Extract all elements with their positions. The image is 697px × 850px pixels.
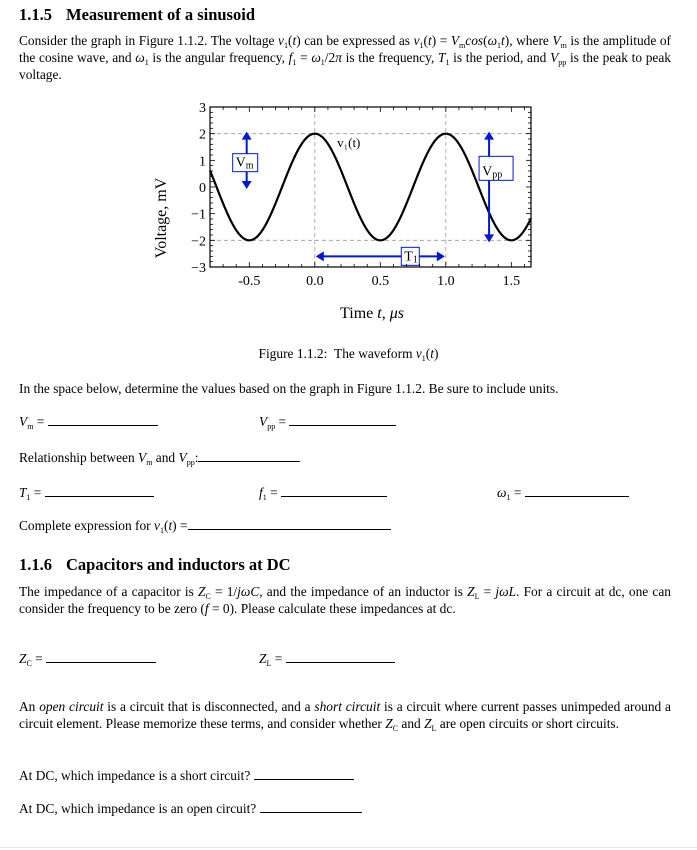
section-heading-1 [19, 5, 255, 25]
intro-paragraph: Consider the graph in Figure 1.1.2. The voltage $v_1(t)$ can be expressed as $v_1(t) = V_m\cos(\omega_1t)$, where $V_m$ is the amplitude of the cosine wave, and $\omega_1$ is the angular frequency, $f_1 = \omega_1/2\pi$ is the frequency, $T_1$ is the period, and $V_{pp}$ is the peak to peak voltage. [19, 33, 671, 82]
arrow-head [316, 251, 324, 261]
x-tick-label: 0.5 [371, 274, 390, 289]
waveform-curve [210, 134, 531, 241]
arrow-head [484, 234, 494, 242]
vm-label: Vm [235, 155, 254, 172]
x-tick-label: 1.5 [502, 274, 521, 289]
section-title-2: Capacitors and inductors at DC [66, 555, 291, 574]
relationship-label: Relationship between [19, 450, 135, 465]
f1-answer-row: $f_1$ = [259, 484, 387, 501]
curve-layer [210, 134, 531, 241]
chart-grid [210, 107, 531, 267]
arrow-head [242, 132, 252, 140]
curve-label: v₁(t) [337, 135, 361, 150]
x-tick-label: 0.0 [306, 274, 324, 289]
arrow-head [484, 132, 494, 140]
open-answer-blank[interactable] [260, 800, 362, 813]
expression-label: Complete expression for [19, 518, 151, 533]
figure-caption: Figure 1.1.2: The waveform $v_1(t)$ [258, 346, 439, 363]
annotation-layer [233, 132, 513, 266]
and-word: and [155, 450, 176, 465]
x-axis-label: Time t, μs [340, 305, 404, 322]
x-tick-label: 1.0 [437, 274, 455, 289]
t1-answer-blank[interactable] [45, 484, 154, 497]
y-tick-label: 2 [199, 127, 206, 143]
zl-answer-row: $Z_L$ = [259, 650, 395, 667]
tick-labels [191, 101, 520, 289]
short-question: At DC, which impedance is a short circuit? [19, 768, 251, 783]
page-divider [0, 847, 697, 848]
y-tick-label: 0 [199, 181, 206, 196]
instructions: In the space below, determine the values based on the graph in Figure 1.1.2. Be sure to include units. [19, 381, 559, 396]
expression-blank[interactable] [188, 517, 391, 530]
y-tick-label: 1 [199, 154, 206, 170]
section-heading-2 [19, 555, 291, 575]
vpp-answer-row: $V_{pp}$ = [259, 413, 396, 430]
vpp-label: Vpp [482, 164, 503, 181]
vm-answer-blank[interactable] [48, 413, 158, 426]
short-question-row [19, 767, 354, 784]
section-number-2: 1.1.6 [19, 555, 52, 574]
caption-label: Figure 1.1.2: [258, 346, 328, 361]
y-axis-label: Voltage, mV [153, 177, 170, 259]
arrow-head [437, 251, 445, 261]
open-question-row [19, 800, 362, 817]
vpp-answer-blank[interactable] [289, 413, 396, 426]
impedance-paragraph: The impedance of a capacitor is $Z_C = 1/j\omega C$, and the impedance of an inductor is $Z_L = j\omega L$. For a circuit at dc, one can consider the frequency to be zero (f = 0). Please calculate these impedances at dc. [19, 584, 671, 616]
y-tick-label: −3 [191, 261, 206, 276]
t1-label: T1 [404, 249, 418, 266]
zl-answer-blank[interactable] [286, 650, 395, 663]
y-tick-label: −2 [191, 234, 206, 250]
f1-answer-blank[interactable] [281, 484, 387, 497]
omega1-answer-blank[interactable] [525, 484, 629, 497]
x-tick-label: -0.5 [238, 274, 261, 289]
x-axis-label-var: t [377, 305, 382, 322]
circuit-paragraph: An open circuit is a circuit that is disconnected, and a short circuit is a circuit where current passes unimpeded around a circuit element. Please memorize these terms, and consider whether $Z_C$ and $Z_L$ are open circuits or short circuits. [19, 699, 672, 733]
section-title: Measurement of a sinusoid [66, 5, 255, 24]
short-answer-blank[interactable] [254, 767, 354, 780]
relationship-row: Relationship between $V_m$ and $V_{pp}$: [19, 449, 300, 466]
y-tick-label: −1 [191, 207, 206, 223]
section-number: 1.1.5 [19, 5, 52, 24]
x-axis-label-text: Time [340, 305, 374, 322]
zc-answer-row: $Z_C$ = [19, 650, 156, 667]
t1-answer-row: $T_1$ = [19, 484, 154, 501]
arrow-head [242, 181, 252, 189]
x-axis-label-unit: μs [389, 305, 404, 322]
vm-answer-row: $V_m$ = [19, 413, 158, 430]
caption-text: The waveform [334, 346, 413, 361]
expression-row: Complete expression for $v_1(t)$ = [19, 517, 391, 534]
plot-frame [210, 107, 531, 267]
zc-answer-blank[interactable] [46, 650, 156, 663]
open-question: At DC, which impedance is an open circuit? [19, 801, 257, 816]
omega1-answer-row: $\omega_1$ = [497, 484, 629, 501]
waveform-chart [140, 95, 560, 335]
y-tick-label: 3 [199, 101, 206, 116]
relationship-blank[interactable] [198, 449, 300, 462]
tick-marks [210, 107, 531, 267]
